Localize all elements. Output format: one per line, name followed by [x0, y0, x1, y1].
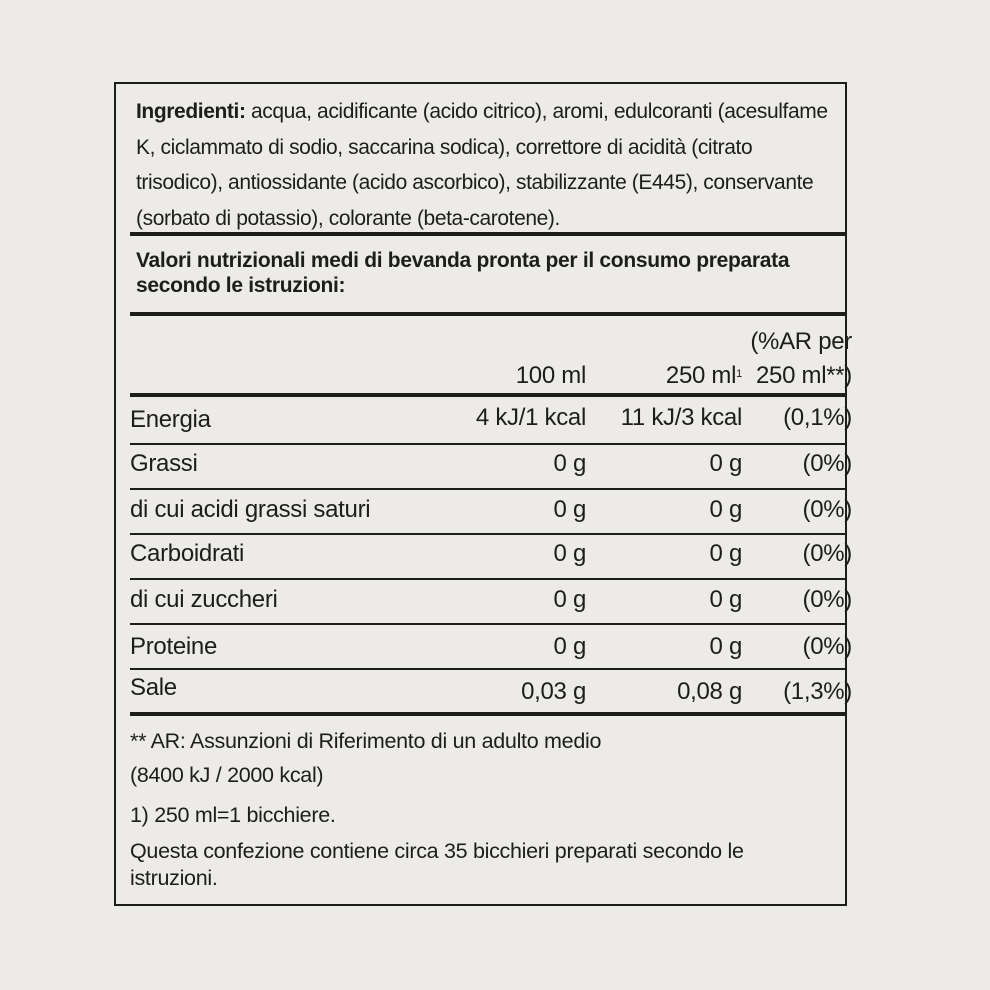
divider-thick	[130, 312, 845, 316]
row-ar: (0%)	[802, 540, 852, 567]
row-per250: 0 g	[709, 633, 742, 660]
nutrition-title: Valori nutrizionali medi di bevanda pronta per il consumo preparata secondo le istruzioni:	[136, 249, 790, 297]
footnote-package: Questa confezione contiene circa 35 bicchieri preparati secondo le istruzioni.	[130, 839, 744, 890]
row-per250: 0 g	[709, 450, 742, 477]
row-name: Proteine	[130, 633, 217, 660]
ingredients-label: Ingredienti:	[136, 100, 246, 123]
row-name: di cui acidi grassi saturi	[130, 496, 371, 523]
row-ar: (0%)	[802, 586, 852, 613]
row-ar: (0,1%)	[783, 404, 852, 431]
row-name: Carboidrati	[130, 540, 245, 567]
row-ar: (0%)	[802, 496, 852, 523]
row-name: di cui zuccheri	[130, 586, 278, 613]
footnote-ar: ** AR: Assunzioni di Riferimento di un adulto medio	[130, 729, 602, 753]
row-per100: 4 kJ/1 kcal	[475, 404, 586, 431]
row-divider	[130, 443, 845, 445]
row-name: Energia	[130, 406, 211, 433]
row-per100: 0 g	[553, 540, 586, 567]
ingredients-list: acqua, acidificante (acido citrico), aromi, edulcoranti (acesulfame K, ciclammato di sodio, saccarina sodica), correttore di acidità (citrato trisodico), antiossidante (acido ascorbico), stabilizzante (E445), conservante (sorbato di potassio), colorante (beta-carotene).	[136, 100, 828, 230]
row-divider	[130, 578, 845, 580]
header-100ml: 100 ml	[515, 362, 586, 389]
row-ar: (0%)	[802, 450, 852, 477]
row-per100: 0 g	[553, 586, 586, 613]
header-ar-line2: 250 ml**)	[755, 362, 852, 389]
row-ar: (0%)	[802, 633, 852, 660]
row-per100: 0 g	[553, 633, 586, 660]
divider-thick	[130, 393, 845, 397]
row-divider	[130, 488, 845, 490]
divider-thick	[130, 232, 845, 236]
footnote-ar-values: (8400 kJ / 2000 kcal)	[130, 763, 324, 787]
row-divider	[130, 668, 845, 670]
row-per100: 0 g	[553, 450, 586, 477]
row-per250: 0 g	[709, 540, 742, 567]
row-divider	[130, 623, 845, 625]
divider-thick	[130, 712, 845, 716]
row-per100: 0,03 g	[521, 678, 586, 705]
row-per100: 0 g	[553, 496, 586, 523]
row-per250: 0 g	[709, 496, 742, 523]
ingredients-text	[136, 94, 836, 236]
header-250ml: 250 $ml^1$	[665, 362, 742, 389]
row-name: Grassi	[130, 450, 198, 477]
footnote-mark: 1	[736, 368, 742, 380]
footnote-glass: 1) 250 ml=1 bicchiere.	[130, 803, 336, 827]
row-ar: (1,3%)	[783, 678, 852, 705]
header-ar-line1: (%AR per	[750, 328, 852, 355]
nutrition-label	[114, 82, 852, 906]
row-per250: 0,08 g	[677, 678, 742, 705]
row-per250: 0 g	[709, 586, 742, 613]
row-divider	[130, 533, 845, 535]
row-name: Sale	[130, 674, 177, 701]
row-per250: 11 kJ/3 kcal	[620, 404, 742, 431]
